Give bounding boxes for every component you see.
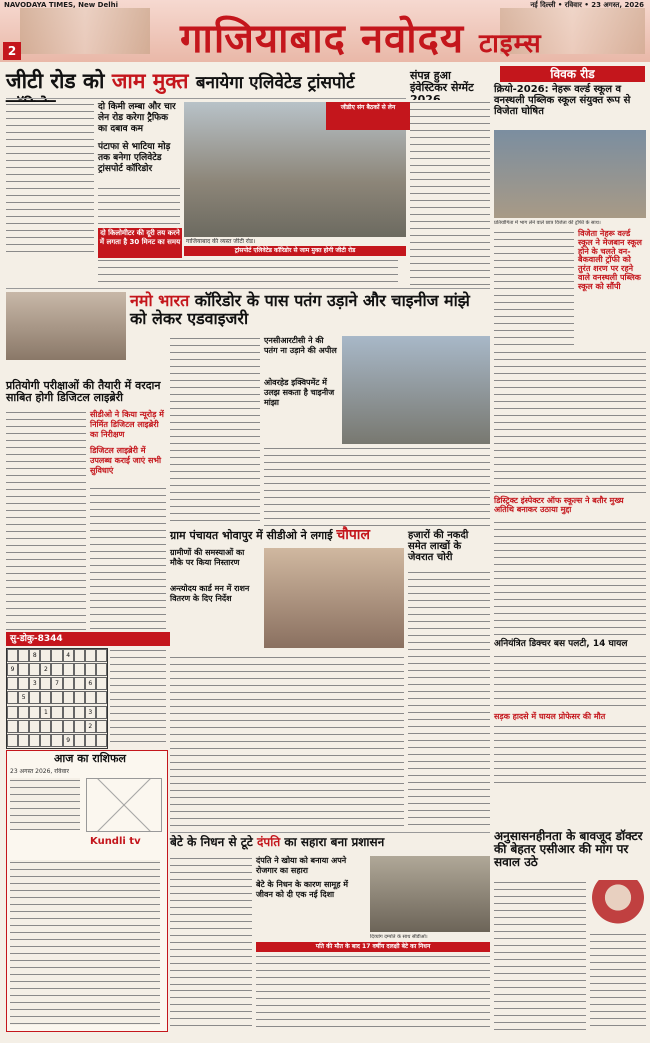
jewelry-body bbox=[408, 570, 490, 830]
sudoku-cell: 3 bbox=[29, 677, 40, 690]
lead-bullet-2: पंटाफा से भाटिया मोड़ तक बनेगा एलिवेटेड ट्रांसपोर्ट कॉरिडोर bbox=[98, 142, 171, 174]
widow-headline bbox=[170, 836, 490, 849]
sudoku-grid bbox=[6, 648, 108, 749]
sudoku-cell bbox=[85, 663, 96, 676]
chaupal-body bbox=[170, 655, 404, 830]
sudoku-cell bbox=[29, 663, 40, 676]
bus-subhead: सड़क हादसे में घायल प्रोफेसर की मौत bbox=[494, 712, 606, 721]
sudoku-cell bbox=[18, 706, 29, 719]
vivek-banner: विवक रीड bbox=[500, 66, 645, 82]
sudoku-cell bbox=[96, 649, 107, 662]
page-number: 2 bbox=[3, 42, 21, 60]
sudoku-cell bbox=[7, 734, 18, 747]
sudoku-cell bbox=[96, 691, 107, 704]
widow-headline-a: बेटे के निधन से टूटे bbox=[170, 835, 253, 849]
namo-headline-b: कॉरिडोर के पास पतंग उड़ाने और चाइनीज मांझे को लेकर एडवाइजरी bbox=[130, 291, 470, 328]
lead-col-2 bbox=[98, 186, 180, 226]
rashifal-title: आज का राशिफल bbox=[54, 752, 126, 765]
widow-rule bbox=[170, 832, 490, 833]
title-part-b: नवोदय bbox=[360, 15, 465, 62]
sudoku-cell bbox=[74, 649, 85, 662]
sudoku-cell bbox=[40, 691, 51, 704]
masthead-topline: NAVODAYA TIMES, New Delhi bbox=[4, 1, 118, 9]
masthead-building-image bbox=[20, 8, 150, 54]
widow-col-1 bbox=[170, 856, 252, 986]
lead-bullet-1: दो किमी लम्बा और चार लेन रोड करेगा ट्रैफिक का दबाव कम bbox=[98, 102, 176, 134]
sudoku-cell bbox=[85, 649, 96, 662]
sudoku-cell bbox=[74, 691, 85, 704]
chaupal-headline bbox=[170, 528, 400, 543]
sudoku-cell bbox=[74, 720, 85, 733]
rashifal-brand: Kundli tv bbox=[90, 836, 141, 847]
sudoku-cell bbox=[18, 663, 29, 676]
sudoku-cell bbox=[51, 706, 62, 719]
widow-col-2 bbox=[170, 988, 252, 1030]
sudoku-cell: 1 bbox=[40, 706, 51, 719]
sudoku-cell bbox=[7, 691, 18, 704]
doctor-headline: अनुसासनहीनता के बावजूद डॉक्टर की बेहतर एसीआर की मांग पर सवाल उठे bbox=[494, 829, 643, 870]
sudoku-cell bbox=[29, 734, 40, 747]
sudoku-cell bbox=[74, 706, 85, 719]
lead-col-1 bbox=[6, 102, 94, 257]
mid-strip: ट्रांसपोर्ट एलिवेटेड कॉरिडोर से जाम मुक्त होगी जीटी रोड bbox=[184, 246, 406, 256]
widow-box-title: पति की मौत के बाद 17 वर्षीय दलक्षी बेटे का निधन bbox=[256, 942, 490, 952]
vivek-col-1 bbox=[494, 230, 574, 350]
library-headline: प्रतियोगी परीक्षाओं की तैयारी में वरदान साबित होगी डिजिटल लाइब्रेरी bbox=[6, 379, 161, 405]
sudoku-cell bbox=[7, 649, 18, 662]
sudoku-cell bbox=[96, 706, 107, 719]
sudoku-cell bbox=[7, 677, 18, 690]
widow-bullet-2: बेटे के निधन के कारण सामूह में जीवन को दी एक नई दिशा bbox=[256, 880, 349, 899]
lead-headline-a: जीटी रोड को bbox=[6, 69, 105, 93]
sudoku-cell bbox=[18, 734, 29, 747]
sudoku-cell bbox=[18, 649, 29, 662]
sudoku-cell bbox=[63, 706, 74, 719]
title-part-c: टाइम्स bbox=[479, 29, 542, 59]
sudoku-cell bbox=[18, 677, 29, 690]
chaupal-headline-b: चौपाल bbox=[336, 527, 370, 543]
namo-rule bbox=[6, 288, 490, 289]
sudoku-cell bbox=[51, 734, 62, 747]
vivek-subhead: डिस्ट्रिक्ट इंस्पेक्टर ऑफ स्कूल्स ने बतौर मुख्य अतिथि बनाकर उठाया मुद्दा bbox=[494, 496, 624, 514]
sudoku-label: सु-डोकु-8344 bbox=[6, 632, 170, 646]
widow-headline-b: का सहारा बना प्रशासन bbox=[284, 835, 385, 849]
lead-rule bbox=[6, 98, 406, 99]
rashifal-table bbox=[10, 778, 80, 830]
rashifal-body bbox=[10, 860, 160, 1025]
sudoku-cell: 8 bbox=[29, 649, 40, 662]
namo-headline bbox=[130, 292, 490, 327]
sudoku-cell: 9 bbox=[7, 663, 18, 676]
namo-col-1 bbox=[170, 336, 260, 526]
sudoku-cell bbox=[63, 691, 74, 704]
namo-photo bbox=[342, 336, 490, 444]
sudoku-cell: 5 bbox=[18, 691, 29, 704]
vivek-caption: प्रतियोगिता में भाग लेने वाले छात्र विजेता की ट्रॉफी के साथ। bbox=[494, 220, 601, 226]
lead-col-3 bbox=[98, 258, 398, 286]
sudoku-cell bbox=[51, 663, 62, 676]
doctor-col-1 bbox=[494, 880, 586, 1030]
widow-bullet-1: दंपति ने खोया को बनाया अपने रोजगार का सहारा bbox=[256, 856, 347, 875]
chaupal-bullet-2: अन्त्योदय कार्ड मन में राशन वितरण के दिए निर्देश bbox=[170, 584, 250, 603]
library-col-2 bbox=[90, 486, 166, 630]
library-photo bbox=[6, 292, 126, 360]
sudoku-cell bbox=[40, 649, 51, 662]
bus-headline: अनियंत्रित डिक्चर बस पलटी, 14 घायल bbox=[494, 639, 628, 649]
sudoku-cell bbox=[63, 663, 74, 676]
sudoku-cell: 2 bbox=[40, 663, 51, 676]
sudoku-cell bbox=[7, 720, 18, 733]
sudoku-cell: 6 bbox=[85, 677, 96, 690]
chaupal-headline-a: ग्राम पंचायत भोवापुर में सीडीओ ने लगाई bbox=[170, 529, 333, 542]
widow-box-body bbox=[256, 954, 490, 1030]
sudoku-cell bbox=[96, 734, 107, 747]
sudoku-cell bbox=[63, 720, 74, 733]
namo-bullet-2: ओवरहेड इक्विपमेंट में उलझ सकता है चाइनीज मांझा bbox=[264, 378, 335, 407]
sudoku-cell bbox=[51, 691, 62, 704]
sudoku-cell bbox=[74, 734, 85, 747]
sudoku-cell: 4 bbox=[63, 649, 74, 662]
widow-photo bbox=[370, 856, 490, 932]
sudoku-cell bbox=[63, 677, 74, 690]
lead-headline-highlight: जाम मुक्त bbox=[111, 69, 189, 93]
masthead-title bbox=[180, 9, 542, 64]
lead-box-title: दो किलोमीटर की दूरी तय करने में लगता है 30 मिनट का समय bbox=[98, 228, 182, 258]
chaupal-bullet-1: ग्रामीणों की समस्याओं का मौके पर किया निस्तारण bbox=[170, 548, 245, 567]
vivek-col-2 bbox=[494, 350, 646, 495]
rashifal-date: 23 अगस्त 2026, रविवार bbox=[10, 768, 69, 775]
sudoku-cell: 7 bbox=[51, 677, 62, 690]
widow-headline-highlight: दंपति bbox=[257, 835, 281, 849]
sudoku-cell bbox=[29, 691, 40, 704]
vivek-pull-quote: विजेता नेहरू वर्ल्ड स्कूल ने मेजबान स्कूल होने के चलते वन-बैकवाली ट्रॉफी को तुरंत शरण पर रहने वाले वनस्थली पब्लिक स्कूल को सौंपी bbox=[578, 229, 642, 291]
sudoku-cell bbox=[96, 677, 107, 690]
doctor-col-2 bbox=[590, 932, 646, 1030]
sanklan-body bbox=[410, 100, 490, 288]
namo-col-2 bbox=[264, 446, 490, 526]
lead-sub-box: जीडीए संग बैठकों से लेन bbox=[326, 102, 410, 130]
library-bullet-1: सीडीओ ने किया न्यूरोड़ में निर्मित डिजिटल लाइब्रेरी का निरीक्षण bbox=[90, 410, 164, 439]
sudoku-cell bbox=[51, 720, 62, 733]
namo-headline-a: नमो भारत bbox=[130, 291, 190, 310]
sudoku-cell bbox=[29, 720, 40, 733]
namo-bullet-1: एनसीआरटीसी ने की पतंग ना उड़ाने की अपील bbox=[264, 336, 337, 355]
masthead-date: नई दिल्ली • रविवार • 23 अगस्त, 2026 bbox=[530, 1, 644, 9]
vivek-photo bbox=[494, 130, 646, 218]
lead-headline-b: बनायेगा एलिवेटेड ट्रांसपोर्ट bbox=[195, 73, 355, 93]
vivek-col-3 bbox=[494, 520, 646, 635]
sudoku-cell bbox=[7, 706, 18, 719]
library-bullet-2: डिजिटल लाइब्रेरी में उपलब्ध कराई जाएं सभी सुविधाएं bbox=[90, 446, 162, 475]
sudoku-cell bbox=[74, 677, 85, 690]
sudoku-cell bbox=[29, 706, 40, 719]
sudoku-cell bbox=[85, 734, 96, 747]
chaupal-photo bbox=[264, 548, 404, 648]
sudoku-cell bbox=[40, 734, 51, 747]
sudoku-cell bbox=[96, 720, 107, 733]
sudoku-cell: 3 bbox=[85, 706, 96, 719]
sudoku-cell bbox=[40, 720, 51, 733]
sudoku-instructions bbox=[110, 648, 166, 748]
sudoku-cell bbox=[85, 691, 96, 704]
sudoku-cell bbox=[96, 663, 107, 676]
sanklan-headline: संपन्न हुआ इंवेस्टिकर सेग्मेंट bbox=[410, 69, 474, 95]
doctor-illustration bbox=[590, 880, 646, 930]
title-part-a: गाजियाबाद bbox=[180, 15, 346, 62]
sudoku-cell: 9 bbox=[63, 734, 74, 747]
jewelry-headline: हजारों की नकदी समेत लाखों के जेवरात चोरी bbox=[408, 530, 469, 563]
sudoku-cell: 2 bbox=[85, 720, 96, 733]
bus-sub-body bbox=[494, 724, 646, 784]
vivek-headline: क्रियो-2026: नेहरू वर्ल्ड स्कूल व वनस्थली पब्लिक स्कूल संयुक्त रूप से विजेता घोषित bbox=[494, 84, 631, 117]
library-col-1 bbox=[6, 410, 86, 630]
widow-caption: दिव्यांग दम्पति के साथ सीडीओ। bbox=[370, 934, 428, 940]
sudoku-cell bbox=[18, 720, 29, 733]
kundli-chart bbox=[86, 778, 162, 832]
sudoku-cell bbox=[40, 677, 51, 690]
bus-body bbox=[494, 654, 646, 712]
sudoku-cell bbox=[51, 649, 62, 662]
sudoku-cell bbox=[74, 663, 85, 676]
lead-caption: गाजियाबाद की व्यस्त जीटी रोड। bbox=[186, 238, 256, 245]
